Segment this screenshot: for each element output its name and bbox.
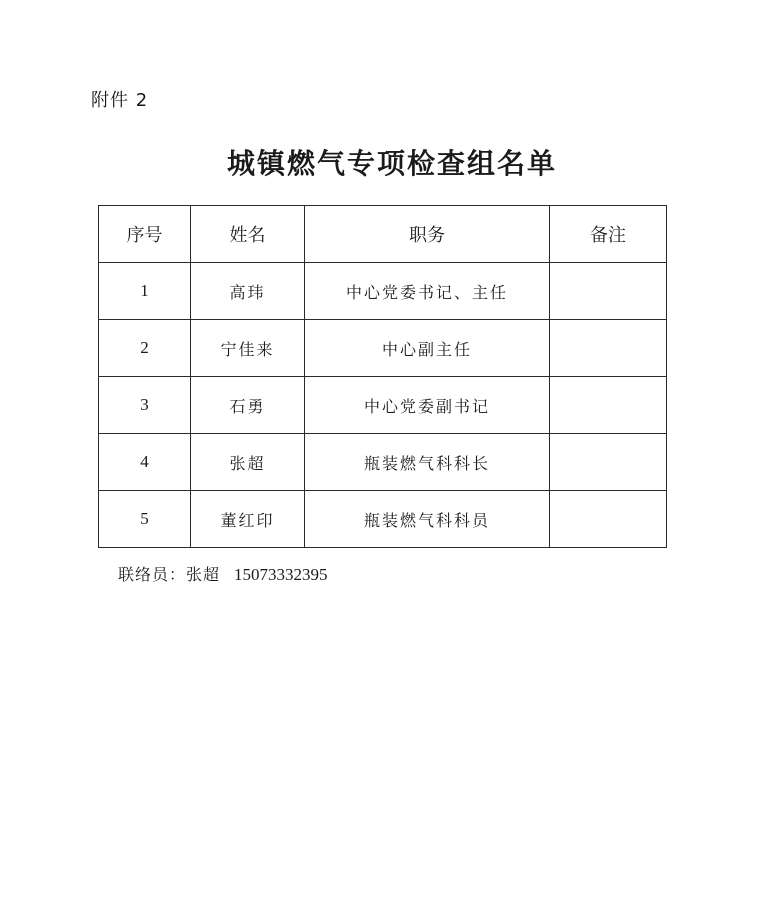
cell-position: 中心党委副书记 (305, 377, 550, 434)
cell-serial: 5 (99, 491, 191, 548)
cell-name: 石勇 (191, 377, 305, 434)
table-row (99, 320, 667, 377)
header-note: 备注 (550, 206, 667, 263)
cell-position: 中心副主任 (305, 320, 550, 377)
cell-name: 宁佳来 (191, 320, 305, 377)
contact-line (118, 562, 328, 585)
attachment-label: 附件 2 (91, 90, 149, 111)
table-header-row (99, 206, 667, 263)
contact-label: 联络员：张超 (118, 565, 221, 584)
cell-note (550, 491, 667, 548)
cell-note (550, 377, 667, 434)
cell-serial: 4 (99, 434, 191, 491)
table-row (99, 491, 667, 548)
cell-note (550, 263, 667, 320)
cell-note (550, 320, 667, 377)
table-row (99, 263, 667, 320)
cell-name: 张超 (191, 434, 305, 491)
cell-position: 中心党委书记、主任 (305, 263, 550, 320)
cell-note (550, 434, 667, 491)
cell-name: 高玮 (191, 263, 305, 320)
cell-position: 瓶装燃气科科长 (305, 434, 550, 491)
cell-name: 董红印 (191, 491, 305, 548)
header-name: 姓名 (191, 206, 305, 263)
inspection-team-table (98, 205, 667, 548)
document-title: 城镇燃气专项检查组名单 (226, 147, 557, 180)
cell-serial: 1 (99, 263, 191, 320)
header-serial: 序号 (99, 206, 191, 263)
contact-phone: 15073332395 (234, 565, 328, 584)
table-row (99, 434, 667, 491)
cell-serial: 2 (99, 320, 191, 377)
cell-position: 瓶装燃气科科员 (305, 491, 550, 548)
cell-serial: 3 (99, 377, 191, 434)
header-position: 职务 (305, 206, 550, 263)
table-row (99, 377, 667, 434)
